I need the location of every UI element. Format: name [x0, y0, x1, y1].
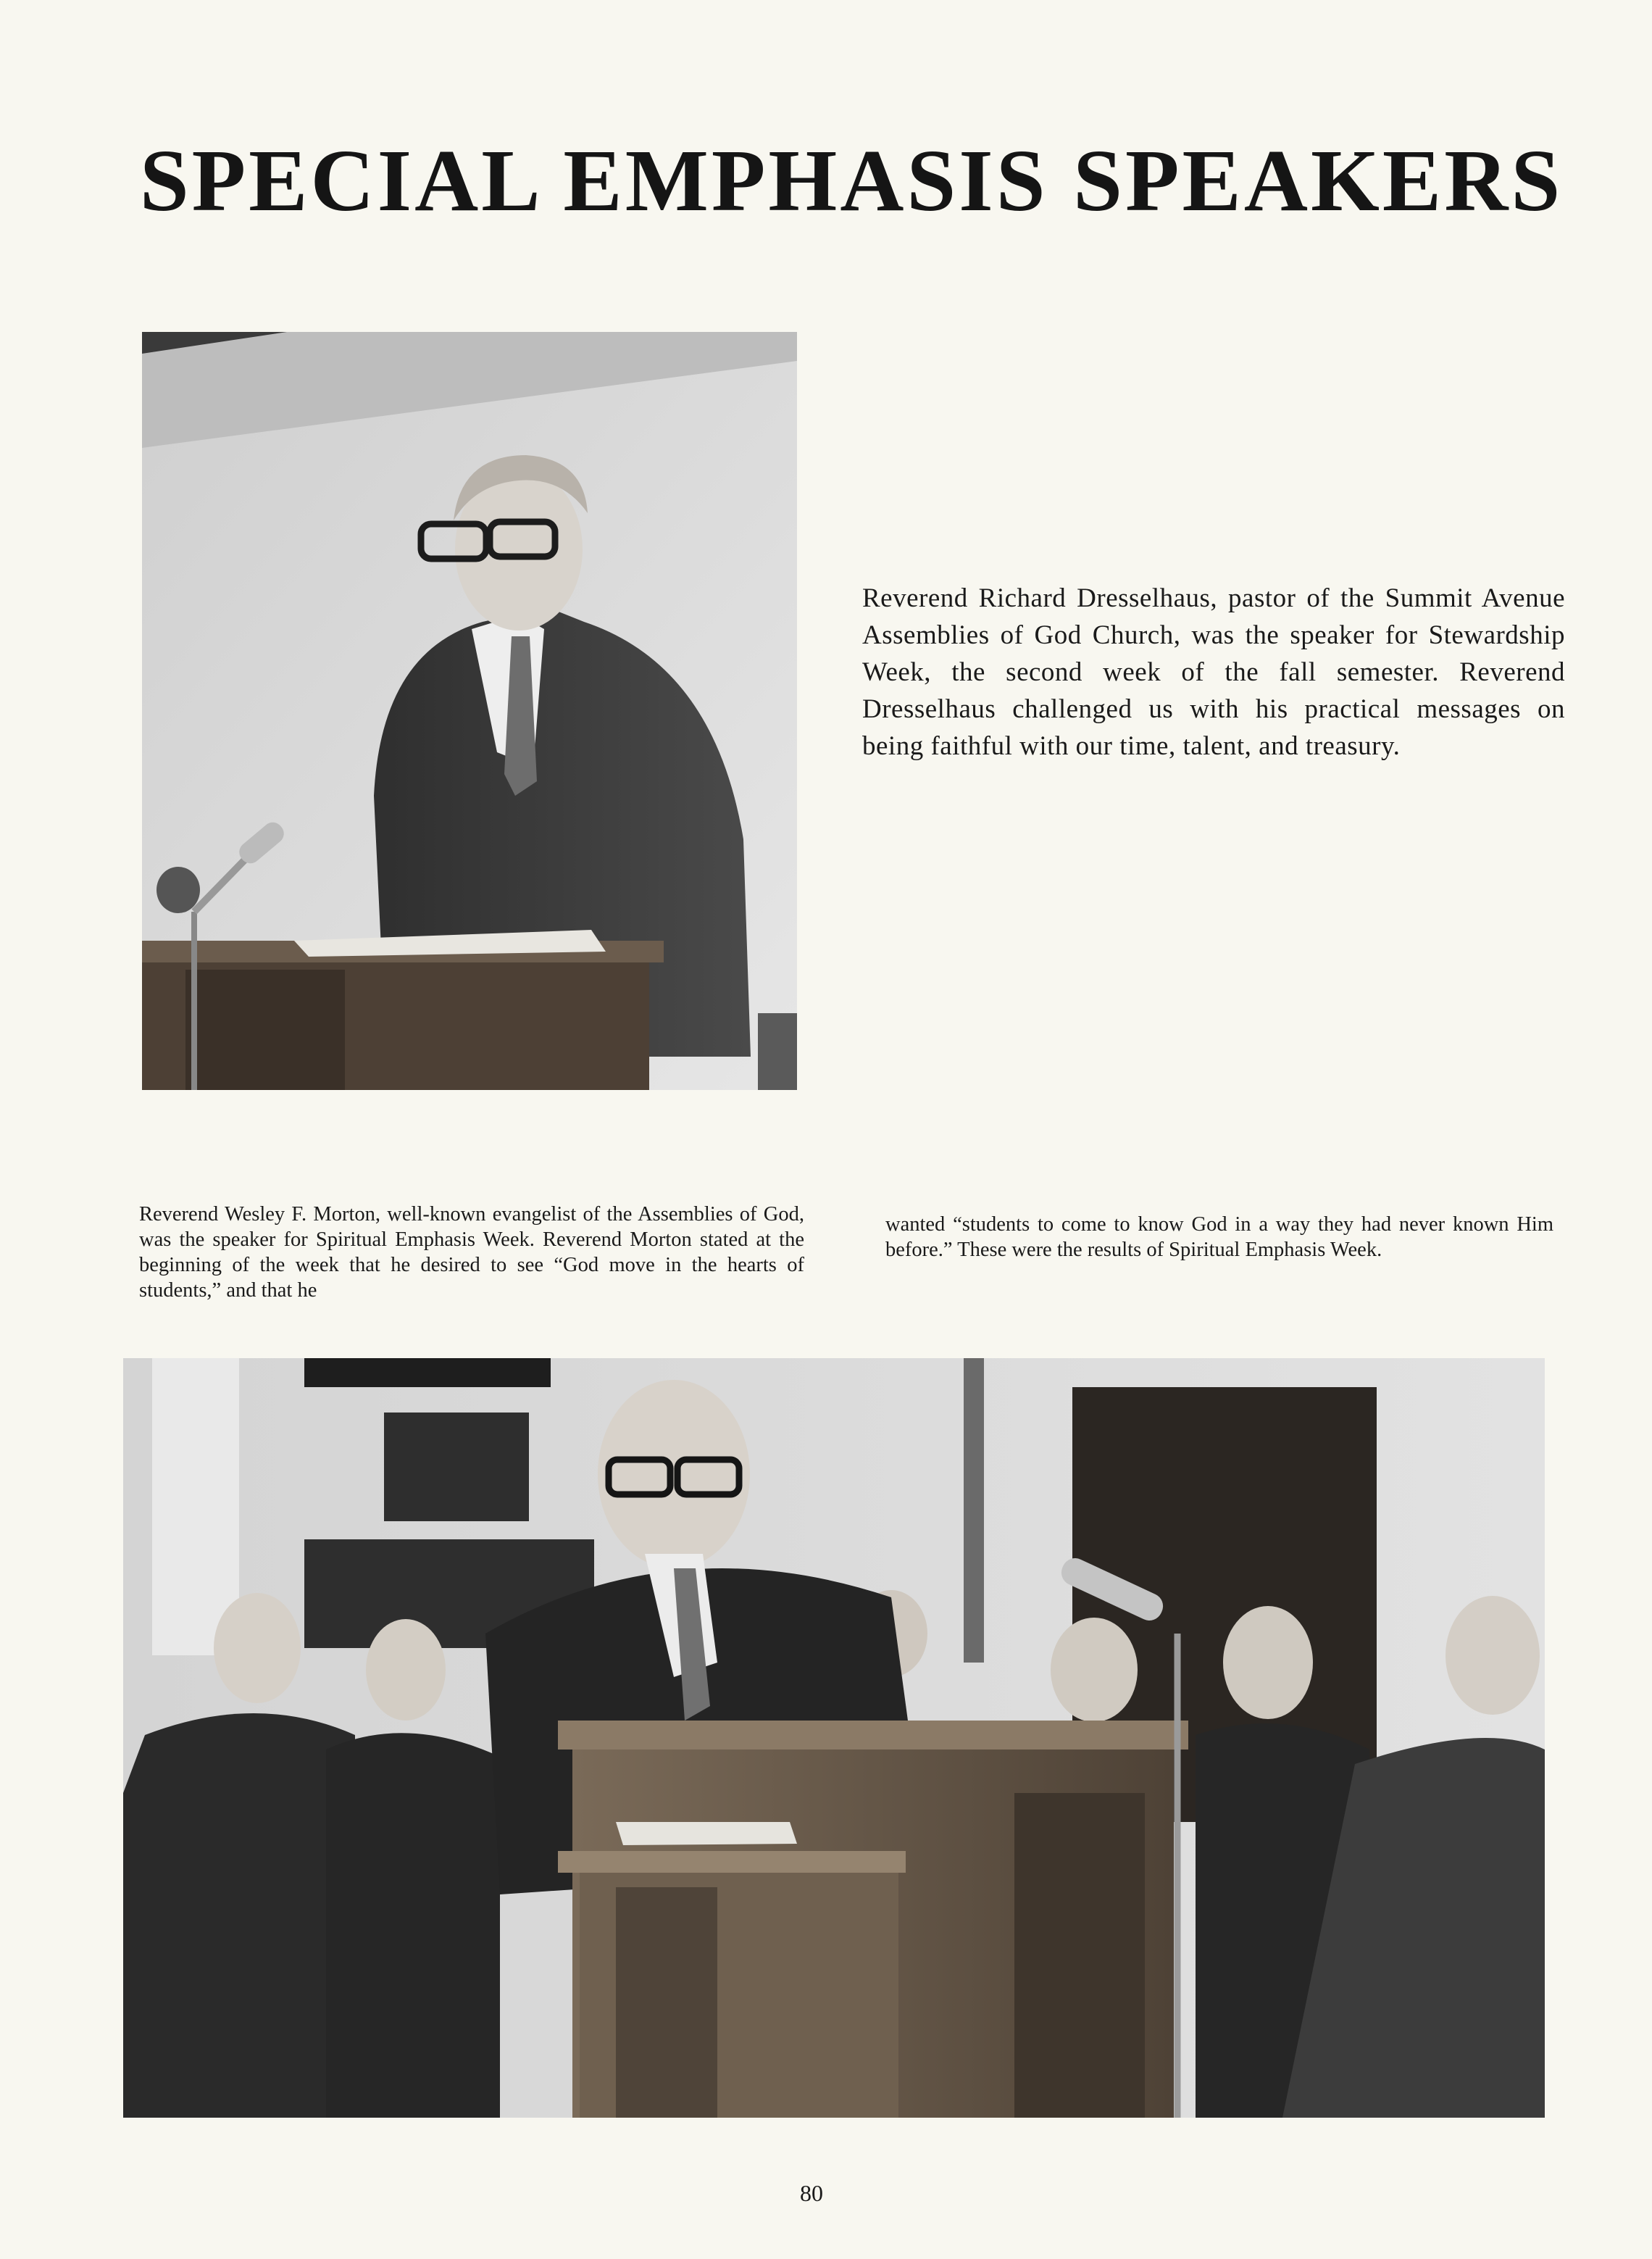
- morton-caption-part-1: Reverend Wesley F. Morton, well-known evangelist of the Assemblies of God, was the speaker for Spiritual Emphasis Week. Reverend Morton stated at the beginning of the week that he desired to see “God move in the hearts of students,” and that he: [139, 1203, 804, 1302]
- morton-caption-part-2: wanted “students to come to know God in a way they had never known Him before.” These were the results of Spiritual Emphasis Week.: [885, 1213, 1553, 1261]
- page-number: 80: [800, 2180, 823, 2206]
- dresselhaus-caption: Reverend Richard Dresselhaus, pastor of the Summit Avenue Assemblies of God Church, was the speaker for Stewardship Week, the second week of the fall semester. Reverend Dresselhaus challenged us with his practical messages on being faithful with our time, talent, and treasury.: [862, 583, 1565, 761]
- page-title: SPECIAL EMPHASIS SPEAKERS: [139, 132, 1564, 230]
- morton-photo: [123, 1358, 1545, 2118]
- dresselhaus-photo: [142, 332, 797, 1090]
